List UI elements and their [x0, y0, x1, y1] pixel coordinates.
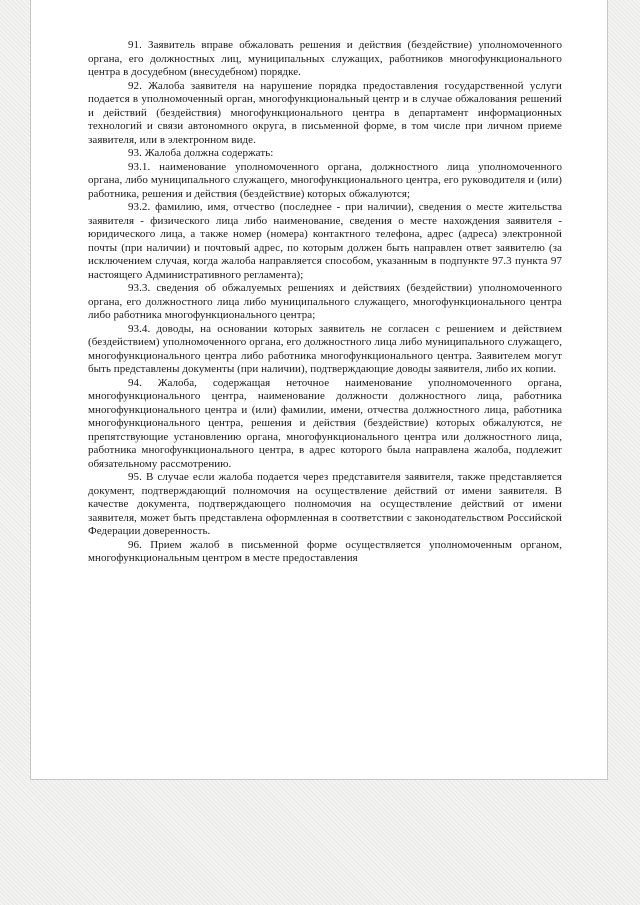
paragraph-95: 95. В случае если жалоба подается через представителя заявителя, также представляется документ, подтверждающий полномочия на осуществление действий от имени заявителя. В качестве документа, подтверждающего полномочия на осуществление действий от имени заявителя, может быть представлена оформленная в соответствии с законодательством Российской Федерации доверенность.	[88, 471, 562, 537]
paragraph-91: 91. Заявитель вправе обжаловать решения и действия (бездействие) уполномоченного органа, его должностных лиц, муниципальных служащих, работников многофункционального центра в досудебном (внесудебном) порядке.	[88, 39, 562, 78]
paragraph-93-1: 93.1. наименование уполномоченного органа, должностного лица уполномоченного органа, либо муниципального служащего, многофункционального центра, его руководителя и (или) работника, решения и действия (бездействие) которых обжалуются;	[88, 160, 562, 200]
paragraph-92: 92. Жалоба заявителя на нарушение порядка предоставления государственной услуги подается в уполномоченный орган, многофункциональный центр и в случае обжалования решений и действий (бездействия) многофункционального центра в департамент информационных технологий и связи автономного округа, в письменной форме, в том числе при личном приеме заявителя, или в электронном виде.	[88, 79, 562, 146]
paragraph-93-4: 93.4. доводы, на основании которых заявитель не согласен с решением и действием (бездействием) уполномоченного органа, его должностного лица либо муниципального служащего, многофункционального центра либо работника многофункционального центра. Заявителем могут быть представлены документы (при наличии), подтверждающие доводы заявителя, либо их копии.	[88, 322, 562, 375]
paragraph-94: 94. Жалоба, содержащая неточное наименование уполномоченного органа, многофункционального центра, наименование должности должностного лица, работника многофункционального центра и (или) фамилии, имени, отчества должностного лица, работника многофункционального центра, решения и действия (бездействие) которых обжалуются, не препятствующие установлению органа, многофункционального центра или должностного лица, работника многофункционального центра, в адрес которого была направлена жалоба, подлежит обязательному рассмотрению.	[88, 376, 562, 470]
paragraph-93: 93. Жалоба должна содержать:	[128, 147, 274, 159]
paragraph-93-3: 93.3. сведения об обжалуемых решениях и действиях (бездействии) уполномоченного органа, его должностного лица либо муниципального служащего, многофункционального центра либо работника многофункционального центра;	[88, 282, 562, 321]
paragraph-96: 96. Прием жалоб в письменной форме осуществляется уполномоченным органом, многофункциональным центром в месте предоставления	[88, 538, 562, 564]
document-body	[88, 39, 562, 566]
paragraph-93-2: 93.2. фамилию, имя, отчество (последнее - при наличии), сведения о месте жительства заявителя - физического лица либо наименование, сведения о месте нахождения заявителя - юридического лица, а также номер (номера) контактного телефона, адрес (адреса) электронной почты (при наличии) и почтовый адрес, по которым должен быть направлен ответ заявителю (за исключением случая, когда жалоба направляется способом, указанным в подпункте 97.3 пункта 97 настоящего Административного регламента);	[88, 201, 562, 281]
